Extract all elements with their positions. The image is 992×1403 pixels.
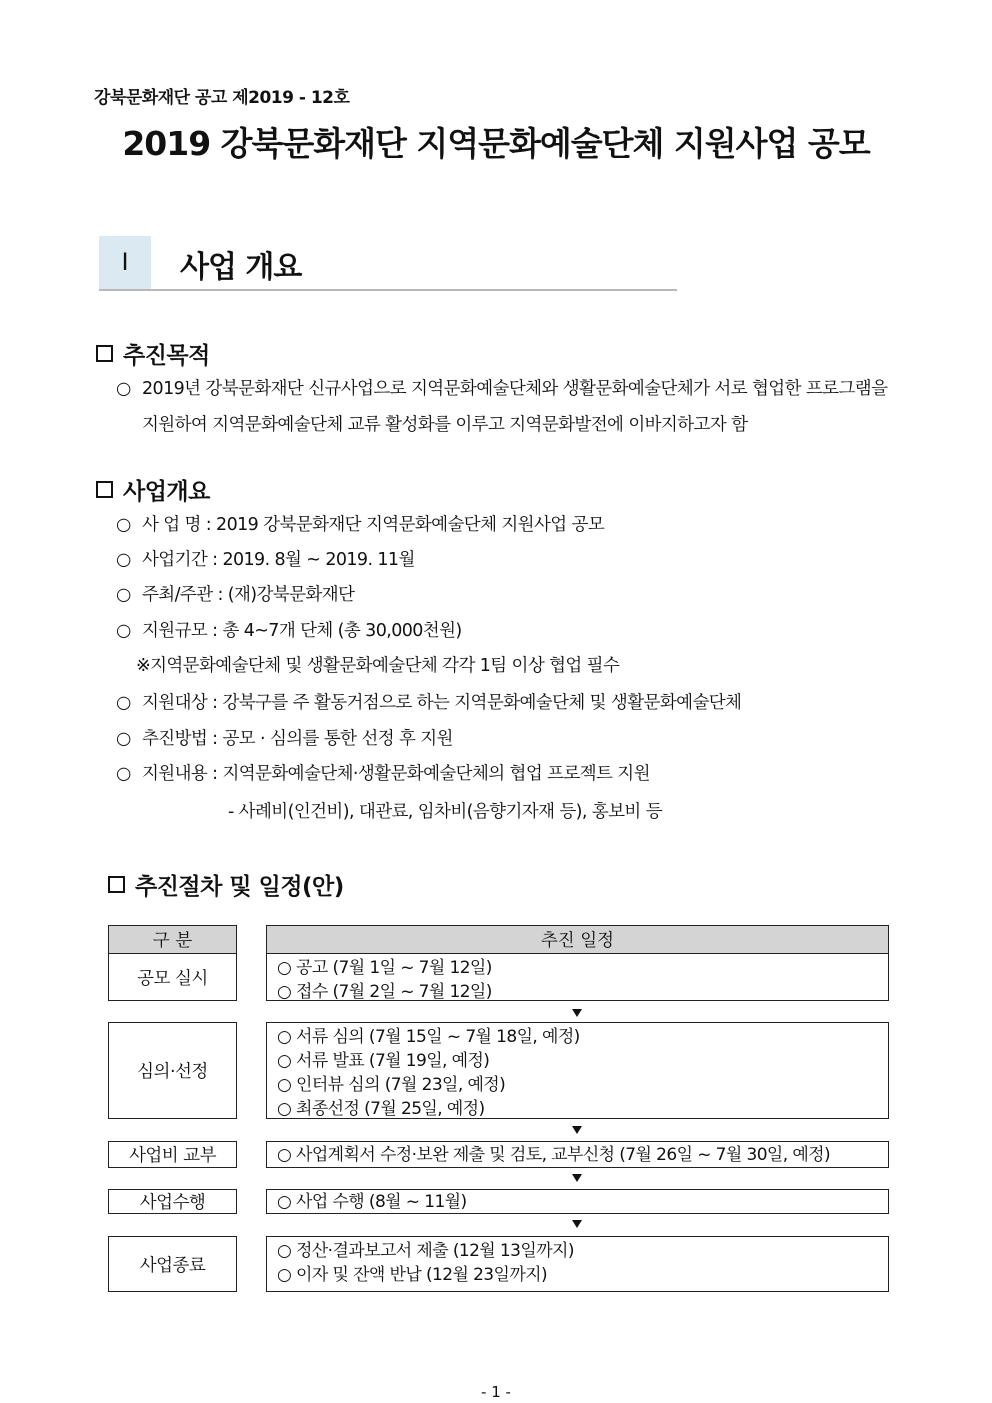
- purpose-heading-text: 추진목적: [123, 343, 210, 369]
- col-header-schedule: 추진 일정: [266, 925, 889, 954]
- overview-item-text: 사업기간 : 2019. 8월 ~ 2019. 11월: [142, 550, 415, 570]
- checkbox-square-icon: [108, 876, 125, 893]
- circle-bullet-icon: ○: [116, 693, 131, 713]
- circle-bullet-icon: ○: [116, 764, 131, 784]
- overview-item: [116, 511, 604, 536]
- section-divider: [99, 289, 677, 291]
- down-arrow-icon: [572, 1220, 582, 1228]
- schedule-heading-text: 추진절차 및 일정(안): [135, 874, 344, 900]
- schedule-category: 사업비 교부: [108, 1141, 237, 1168]
- schedule-detail: [266, 1189, 889, 1214]
- overview-sub-item: - 사례비(인건비), 대관료, 임차비(음향기자재 등), 홍보비 등: [228, 802, 662, 822]
- down-arrow-icon: [572, 1126, 582, 1134]
- circle-bullet-icon: ○: [116, 729, 131, 749]
- schedule-line: ○ 서류 발표 (7월 19일, 예정): [277, 1051, 490, 1071]
- purpose-text-1: 2019년 강북문화재단 신규사업으로 지역문화예술단체와 생활문화예술단체가 서로 협업한 프로그램을: [142, 379, 888, 399]
- schedule-line: ○ 사업계획서 수정·보완 제출 및 검토, 교부신청 (7월 26일 ~ 7월 30일, 예정): [277, 1145, 831, 1165]
- circle-bullet-icon: ○: [116, 379, 131, 399]
- overview-item-text: 주최/주관 : (재)강북문화재단: [142, 585, 355, 605]
- circle-bullet-icon: ○: [116, 515, 131, 535]
- purpose-text-2: 지원하여 지역문화예술단체 교류 활성화를 이루고 지역문화발전에 이바지하고자 함: [142, 415, 748, 435]
- overview-item: [116, 760, 650, 785]
- circle-bullet-icon: ○: [116, 550, 131, 570]
- schedule-line: ○ 공고 (7월 1일 ~ 7월 12일): [277, 958, 492, 978]
- schedule-category: 공모 실시: [108, 953, 237, 1001]
- overview-item: [116, 689, 741, 714]
- schedule-line: ○ 인터뷰 심의 (7월 23일, 예정): [277, 1075, 506, 1095]
- overview-item-text: 추진방법 : 공모 · 심의를 통한 선정 후 지원: [142, 729, 453, 749]
- schedule-heading: [108, 868, 344, 901]
- schedule-line: ○ 최종선정 (7월 25일, 예정): [277, 1099, 485, 1119]
- overview-item: [116, 546, 415, 571]
- section-number: Ⅰ: [121, 248, 129, 276]
- checkbox-square-icon: [96, 345, 113, 362]
- schedule-line: ○ 사업 수행 (8월 ~ 11월): [277, 1192, 467, 1212]
- section-title: 사업 개요: [180, 250, 302, 285]
- schedule-detail: [266, 1022, 889, 1119]
- schedule-category: 심의·선정: [108, 1022, 237, 1119]
- schedule-detail: [266, 1141, 889, 1168]
- schedule-category: 사업종료: [108, 1236, 237, 1292]
- down-arrow-icon: [572, 1174, 582, 1182]
- overview-item-text: 지원대상 : 강북구를 주 활동거점으로 하는 지역문화예술단체 및 생활문화예술단체: [142, 693, 742, 713]
- overview-item-text: 사 업 명 : 2019 강북문화재단 지역문화예술단체 지원사업 공모: [142, 515, 605, 535]
- overview-item-text: 지원내용 : 지역문화예술단체·생활문화예술단체의 협업 프로젝트 지원: [142, 764, 650, 784]
- schedule-detail: [266, 953, 889, 1001]
- purpose-heading: [96, 337, 210, 370]
- overview-heading-text: 사업개요: [123, 479, 210, 505]
- overview-item: [116, 725, 453, 750]
- purpose-line-1: [116, 375, 887, 400]
- overview-heading: [96, 473, 210, 506]
- schedule-line: ○ 이자 및 잔액 반납 (12월 23일까지): [277, 1265, 548, 1285]
- schedule-line: ○ 정산·결과보고서 제출 (12월 13일까지): [277, 1241, 574, 1261]
- overview-item: [116, 581, 354, 606]
- overview-item-text: 지원규모 : 총 4~7개 단체 (총 30,000천원): [142, 621, 462, 641]
- schedule-category: 사업수행: [108, 1189, 237, 1214]
- checkbox-square-icon: [96, 481, 113, 498]
- schedule-detail: [266, 1236, 889, 1292]
- circle-bullet-icon: ○: [116, 621, 131, 641]
- col-header-category: 구 분: [108, 925, 237, 954]
- page-number: - 1 -: [481, 1383, 511, 1401]
- circle-bullet-icon: ○: [116, 585, 131, 605]
- down-arrow-icon: [572, 1009, 582, 1017]
- overview-note: ※지역문화예술단체 및 생활문화예술단체 각각 1팀 이상 협업 필수: [136, 656, 620, 676]
- schedule-line: ○ 접수 (7월 2일 ~ 7월 12일): [277, 982, 492, 1002]
- schedule-line: ○ 서류 심의 (7월 15일 ~ 7월 18일, 예정): [277, 1027, 580, 1047]
- document-title: 2019 강북문화재단 지역문화예술단체 지원사업 공모: [122, 124, 870, 163]
- notice-number: 강북문화재단 공고 제2019 - 12호: [94, 88, 350, 108]
- overview-item: [116, 617, 462, 642]
